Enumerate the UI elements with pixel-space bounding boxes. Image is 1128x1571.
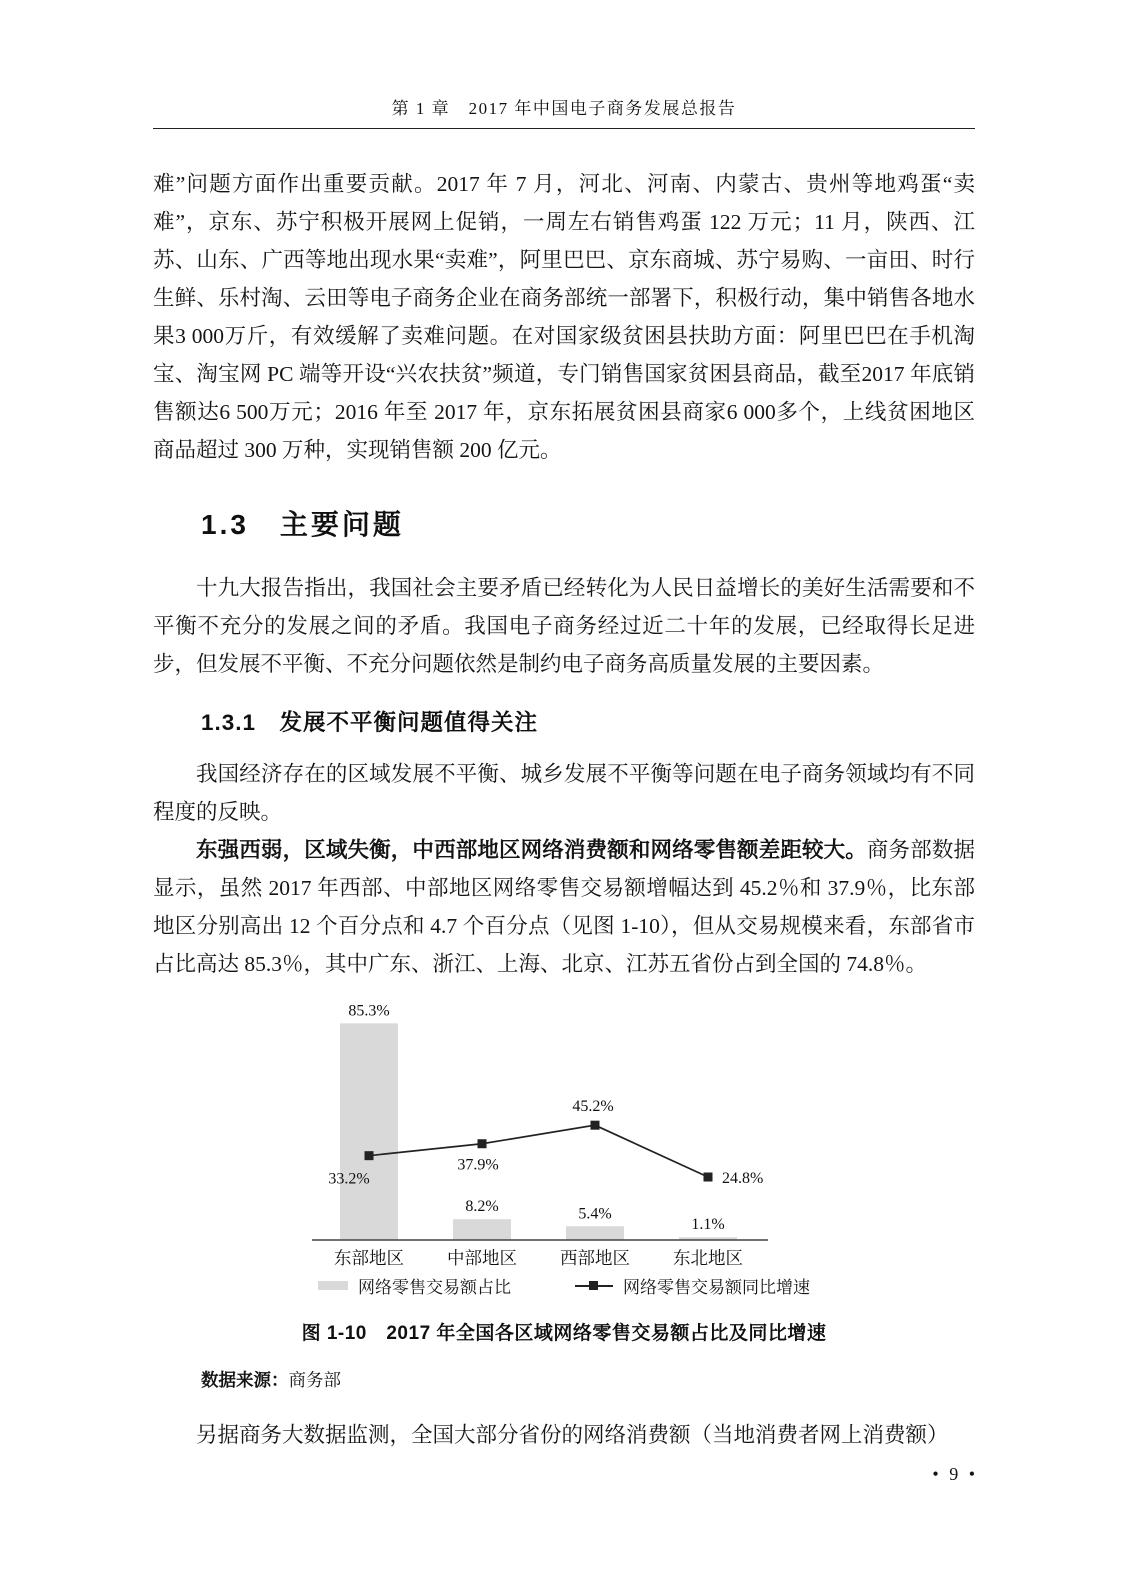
- legend-bar-swatch-icon: [318, 1281, 348, 1290]
- legend-line-swatch-icon: [575, 1285, 613, 1287]
- legend-item-line: [575, 1273, 810, 1298]
- svg-text:24.8%: 24.8%: [722, 1170, 764, 1188]
- svg-text:东北地区: 东北地区: [673, 1248, 743, 1268]
- figure-caption: 图 1-10 2017 年全国各区域网络零售交易额占比及同比增速: [301, 1323, 827, 1344]
- paragraph-regional-imbalance-intro: 我国经济存在的区域发展不平衡、城乡发展不平衡等问题在电子商务领域均有不同程度的反映。: [153, 762, 975, 824]
- subsection-heading-1-3-1: 1.3.1 发展不平衡问题值得关注: [201, 710, 539, 735]
- svg-text:1.1%: 1.1%: [691, 1216, 725, 1234]
- data-source-line: [201, 1367, 975, 1392]
- paragraph-east-west-gap-rest: 商务部数据显示，虽然 2017 年西部、中部地区网络零售交易额增幅达到 45.2％和 37.9％，比东部地区分别高出 12 个百分点和 4.7 个百分点（见图 1-10），但从交易规模来看，东部省市占比高达 85.3％，其中广东、浙江、上海、北京、江苏五省份占到全国的 74.8％。: [153, 838, 975, 976]
- paragraph-main-contradiction: 十九大报告指出，我国社会主要矛盾已经转化为人民日益增长的美好生活需要和不平衡不充分的发展之间的矛盾。我国电子商务经过近二十年的发展，已经取得长足进步，但发展不平衡、不充分问题依然是制约电子商务高质量发展的主要因素。: [153, 576, 975, 676]
- bold-lead-text: 东强西弱，区域失衡，中西部地区网络消费额和网络零售额差距较大。: [196, 838, 867, 862]
- running-header: 第 1 章 2017 年中国电子商务发展总报告: [391, 99, 737, 118]
- data-source-value: 商务部: [288, 1370, 341, 1390]
- svg-text:西部地区: 西部地区: [560, 1248, 630, 1268]
- data-source-label: 数据来源：: [201, 1370, 289, 1390]
- legend-line-label: 网络零售交易额同比增速: [623, 1278, 810, 1297]
- legend-item-bar: [318, 1273, 511, 1298]
- svg-text:45.2%: 45.2%: [572, 1098, 614, 1116]
- paragraph-poverty-relief: 难”问题方面作出重要贡献。2017 年 7 月，河北、河南、内蒙古、贵州等地鸡蛋“卖难”，京东、苏宁积极开展网上促销，一周左右销售鸡蛋 122 万元；11 月，陕西、江苏、山东、广西等地出现水果“卖难”，阿里巴巴、京东商城、苏宁易购、一亩田、时行生鲜、乐村淘、云田等电子商务企业在商务部统一部署下，积极行动，集中销售各地水果3 000万斤，有效缓解了卖难问题。在对国家级贫困县扶助方面：阿里巴巴在手机淘宝、淘宝网 PC 端等开设“兴农扶贫”频道，专门销售国家贫困县商品，截至2017 年底销售额达6 500万元；2016 年至 2017 年，京东拓展贫困县商家6 000多个，上线贫困地区商品超过 300 万种，实现销售额 200 亿元。: [153, 172, 975, 462]
- svg-text:东部地区: 东部地区: [334, 1248, 404, 1268]
- figure-chart: [304, 997, 824, 1269]
- paragraph-consumption-monitor: 另据商务大数据监测，全国大部分省份的网络消费额（当地消费者网上消费额）: [196, 1423, 949, 1447]
- section-heading-1-3: 1.3 主要问题: [201, 509, 404, 540]
- page-number: • 9 •: [932, 1464, 978, 1484]
- svg-text:5.4%: 5.4%: [578, 1205, 612, 1223]
- paragraph-east-west-gap: [153, 831, 975, 983]
- chart-legend: [153, 1273, 975, 1298]
- header-rule: [153, 128, 975, 129]
- svg-text:85.3%: 85.3%: [348, 1002, 390, 1020]
- figure-1-10: [153, 997, 975, 1298]
- svg-text:37.9%: 37.9%: [457, 1156, 499, 1174]
- svg-text:中部地区: 中部地区: [447, 1248, 517, 1268]
- svg-text:33.2%: 33.2%: [328, 1170, 370, 1188]
- svg-text:8.2%: 8.2%: [465, 1198, 499, 1216]
- legend-bar-label: 网络零售交易额占比: [358, 1278, 511, 1297]
